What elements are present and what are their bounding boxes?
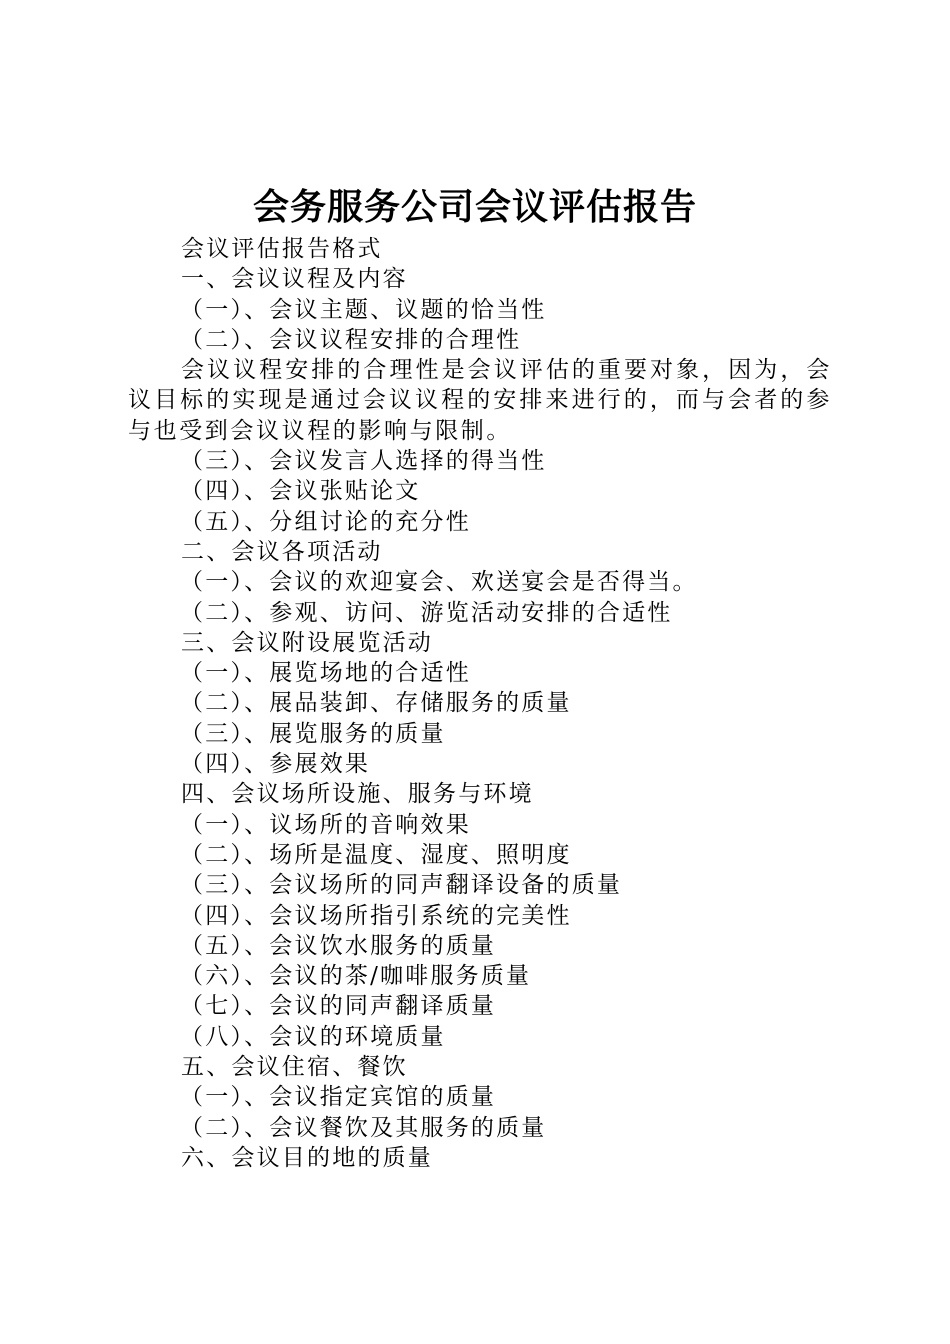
subsection-item: （一）、会议指定宾馆的质量: [180, 1084, 497, 1111]
subsection-item: （三）、会议场所的同声翻译设备的质量: [180, 872, 623, 899]
document-body: [128, 234, 832, 1173]
section-heading: 一、会议议程及内容: [181, 266, 408, 293]
subsection-item: （二）、会议餐饮及其服务的质量: [180, 1114, 547, 1141]
section-heading: 四、会议场所设施、服务与环境: [181, 781, 534, 808]
document-title: 会务服务公司会议评估报告: [252, 187, 697, 228]
subsection-item: （五）、会议饮水服务的质量: [180, 932, 497, 959]
section-heading: 二、会议各项活动: [181, 538, 383, 565]
subsection-item: （一）、展览场地的合适性: [180, 660, 471, 687]
subsection-item: （四）、会议张贴论文: [180, 478, 421, 505]
subsection-item: （二）、会议议程安排的合理性: [180, 326, 522, 353]
subsection-item: （一）、会议的欢迎宴会、欢送宴会是否得当。: [180, 569, 698, 596]
section-heading: 会议评估报告格式: [181, 236, 383, 262]
subsection-item: （四）、会议场所指引系统的完美性: [180, 902, 572, 929]
subsection-item: （四）、参展效果: [180, 751, 371, 778]
section-heading: 三、会议附设展览活动: [181, 629, 433, 656]
subsection-item: （三）、展览服务的质量: [180, 720, 446, 747]
subsection-item: （八）、会议的环境质量: [180, 1023, 446, 1050]
body-paragraph: 会议议程安排的合理性是会议评估的重要对象，因为，会议目标的实现是通过会议议程的安排来进行的，而与会者的参与也受到会议议程的影响与限制。: [128, 357, 832, 444]
subsection-item: （六）、会议的茶/咖啡服务质量: [180, 963, 532, 990]
subsection-item: （一）、议场所的音响效果: [180, 811, 471, 838]
subsection-item: （七）、会议的同声翻译质量: [180, 993, 497, 1020]
subsection-item: （二）、参观、访问、游览活动安排的合适性: [180, 599, 673, 626]
section-heading: 六、会议目的地的质量: [181, 1144, 433, 1171]
subsection-item: （五）、分组讨论的充分性: [180, 508, 471, 535]
section-heading: 五、会议住宿、餐饮: [181, 1054, 408, 1081]
subsection-item: （三）、会议发言人选择的得当性: [180, 448, 547, 475]
subsection-item: （一）、会议主题、议题的恰当性: [180, 296, 547, 323]
subsection-item: （二）、场所是温度、湿度、照明度: [180, 841, 572, 868]
subsection-item: （二）、展品装卸、存储服务的质量: [180, 690, 572, 717]
